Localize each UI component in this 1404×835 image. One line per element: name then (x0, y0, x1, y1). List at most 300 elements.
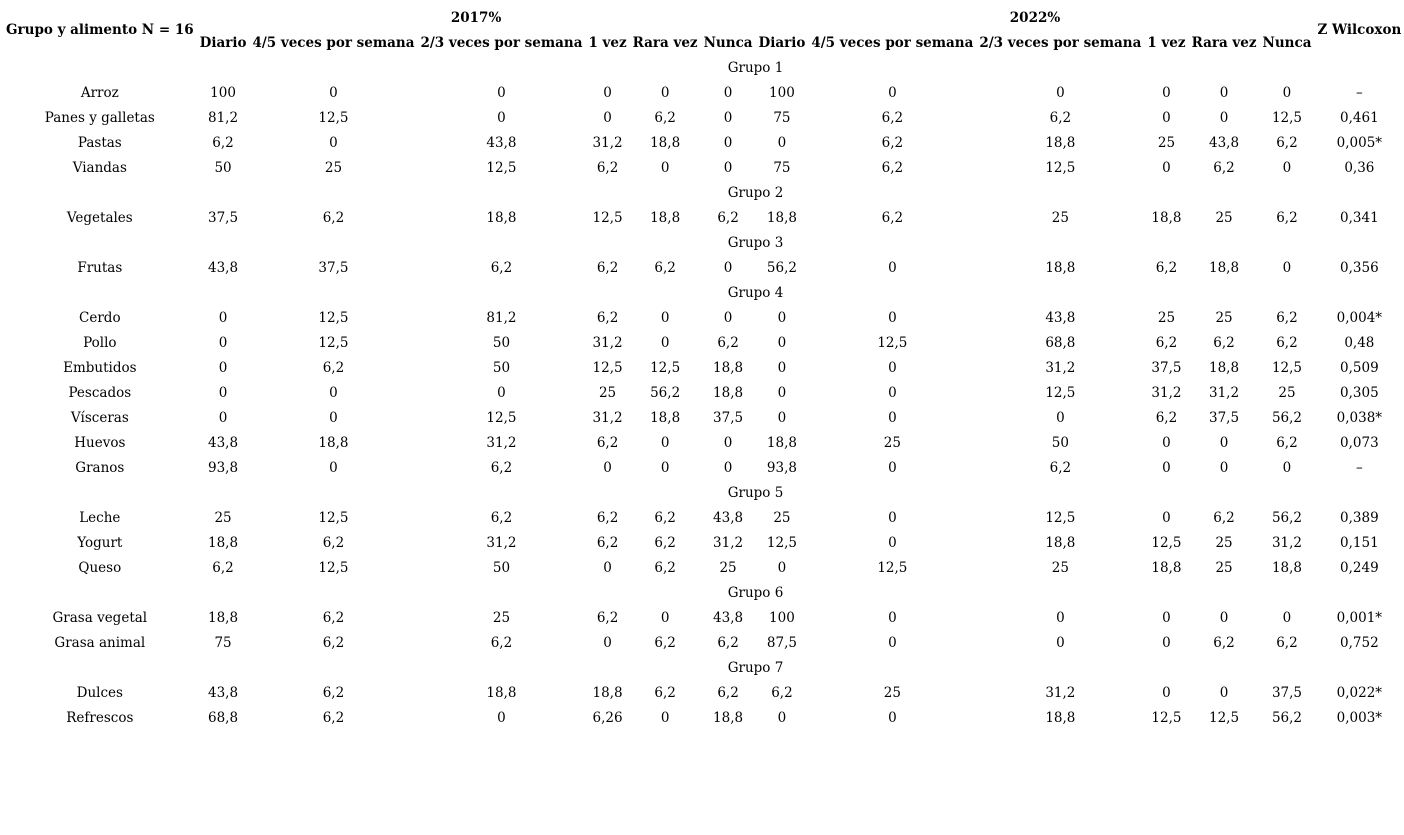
table-cell: 0 (329, 134, 338, 151)
z-wilcoxon-cell: 0,003* (1336, 709, 1383, 726)
table-cell: 56,2 (1271, 709, 1302, 726)
table-cell: 6,2 (654, 259, 676, 276)
table-cell: 12,5 (318, 509, 349, 526)
group-row (3, 480, 1404, 505)
z-wilcoxon-cell: 0,48 (1344, 334, 1375, 351)
table-cell: 25 (883, 684, 901, 701)
group-row-spacer (3, 280, 197, 305)
table-cell: 12,5 (1151, 534, 1182, 551)
table-cell: 12,5 (592, 209, 623, 226)
table-cell: 37,5 (1151, 359, 1182, 376)
header-year-2022: 2022% (1009, 9, 1061, 26)
table-cell: 6,2 (717, 209, 739, 226)
table-cell: 25 (1051, 559, 1069, 576)
table-cell: 0 (888, 84, 897, 101)
table-cell: 31,2 (592, 409, 623, 426)
table-cell: 6,2 (596, 509, 619, 526)
table-cell: 6,2 (1276, 209, 1298, 226)
table-cell: 0 (1162, 109, 1171, 126)
table-row (3, 105, 1404, 130)
table-cell: 18,8 (650, 409, 681, 426)
table-cell: 6,2 (654, 684, 676, 701)
table-cell: 0 (1056, 409, 1065, 426)
table-cell: 0 (1282, 609, 1292, 626)
table-cell: 56,2 (1271, 409, 1302, 426)
group-row-spacer (1314, 55, 1404, 80)
food-name: Leche (79, 509, 121, 526)
table-cell: 25 (1157, 309, 1176, 326)
table-cell: 0 (218, 384, 228, 401)
table-row (3, 705, 1404, 730)
table-cell: 6,2 (596, 309, 619, 326)
table-cell: 6,2 (771, 684, 793, 701)
table-cell: 18,8 (486, 684, 517, 701)
table-cell: 0 (777, 359, 787, 376)
table-cell: 18,8 (592, 684, 623, 701)
z-wilcoxon-cell: 0,151 (1340, 534, 1379, 551)
table-cell: 0 (603, 109, 612, 126)
table-cell: 12,5 (1271, 359, 1302, 376)
table-row (3, 355, 1404, 380)
table-cell: 18,8 (486, 209, 517, 226)
table-cell: 18,8 (1045, 134, 1076, 151)
table-cell: 25 (883, 434, 901, 451)
table-row (3, 330, 1404, 355)
table-cell: 6,2 (490, 509, 513, 526)
table-cell: 0 (777, 559, 787, 576)
table-cell: 0 (888, 384, 897, 401)
table-cell: 0 (497, 84, 506, 101)
table-cell: 6,2 (1155, 409, 1178, 426)
table-cell: 93,8 (208, 459, 239, 476)
table-cell: 31,2 (592, 134, 623, 151)
table-row (3, 555, 1404, 580)
table-cell: 6,2 (490, 459, 513, 476)
table-cell: 100 (210, 84, 236, 101)
table-cell: 25 (324, 159, 343, 176)
food-name: Pescados (68, 384, 132, 401)
table-cell: 37,5 (1209, 409, 1240, 426)
table-cell: 18,8 (766, 209, 797, 226)
table-cell: 18,8 (713, 384, 744, 401)
table-cell: 18,8 (1209, 359, 1240, 376)
table-cell: 25 (1215, 309, 1233, 326)
food-name: Grasa vegetal (52, 609, 148, 626)
group-row (3, 230, 1404, 255)
table-cell: 81,2 (208, 109, 239, 126)
table-cell: 0 (888, 634, 897, 651)
table-cell: 50 (492, 359, 511, 376)
table-cell: 6,2 (881, 159, 904, 176)
table-cell: 0 (777, 384, 787, 401)
table-cell: 18,8 (1209, 259, 1240, 276)
table-cell: 56,2 (1271, 509, 1302, 526)
group-row-spacer (3, 480, 197, 505)
header-2022-1-vez: 1 vez (1147, 34, 1186, 51)
table-cell: 0 (660, 84, 670, 101)
table-cell: 0 (888, 459, 897, 476)
table-cell: 0 (888, 709, 897, 726)
table-cell: 6,2 (1276, 634, 1298, 651)
table-row (3, 455, 1404, 480)
food-name: Frutas (77, 259, 123, 276)
table-cell: 31,2 (1045, 359, 1076, 376)
group-row-spacer (1314, 230, 1404, 255)
header-year-2017: 2017% (450, 9, 502, 26)
table-cell: 6,2 (596, 259, 619, 276)
table-cell: 100 (769, 609, 795, 626)
table-cell: 0 (218, 334, 228, 351)
table-cell: 6,2 (322, 209, 345, 226)
table-cell: 0 (723, 459, 733, 476)
group-label: Grupo 5 (727, 484, 784, 501)
table-cell: 18,8 (1045, 534, 1076, 551)
food-name: Arroz (80, 84, 119, 101)
table-cell: 75 (214, 634, 232, 651)
table-cell: 6,2 (1049, 459, 1072, 476)
header-group-food: Grupo y alimento N = 16 (6, 22, 194, 38)
table-cell: 0 (723, 309, 733, 326)
table-cell: 25 (492, 609, 511, 626)
table-cell: 6,2 (1155, 334, 1178, 351)
table-cell: 12,5 (1045, 509, 1076, 526)
table-cell: 0 (777, 134, 787, 151)
table-cell: 0 (1219, 84, 1229, 101)
table-cell: 12,5 (592, 359, 623, 376)
group-row (3, 655, 1404, 680)
table-cell: 12,5 (1209, 709, 1240, 726)
table-cell: 18,8 (1151, 209, 1182, 226)
table-row (3, 305, 1404, 330)
header-2017-4-5-veces: 4/5 veces por semana (252, 34, 415, 51)
table-cell: 12,5 (877, 334, 908, 351)
z-wilcoxon-cell: 0,389 (1340, 509, 1379, 526)
table-cell: 25 (719, 559, 737, 576)
table-header (3, 5, 1404, 55)
table-cell: 37,5 (208, 209, 239, 226)
group-row-spacer (1314, 580, 1404, 605)
food-name: Vísceras (70, 409, 129, 426)
table-cell: 50 (214, 159, 232, 176)
table-cell: 6,2 (654, 534, 676, 551)
food-name: Queso (78, 559, 122, 576)
table-cell: 12,5 (766, 534, 797, 551)
table-cell: 43,8 (208, 434, 239, 451)
table-cell: 0 (603, 84, 612, 101)
table-cell: 0 (1056, 84, 1065, 101)
table-cell: 6,2 (654, 634, 676, 651)
header-z-wilcoxon: Z Wilcoxon (1317, 22, 1402, 38)
z-wilcoxon-cell: 0,073 (1340, 434, 1379, 451)
table-cell: 12,5 (877, 559, 908, 576)
table-cell: 31,2 (1045, 684, 1076, 701)
group-row (3, 280, 1404, 305)
table-cell: 6,2 (322, 609, 345, 626)
table-cell: 31,2 (486, 434, 517, 451)
table-cell: 0 (1162, 609, 1171, 626)
table-cell: 6,2 (322, 359, 345, 376)
table-cell: 6,2 (881, 109, 904, 126)
z-wilcoxon-cell: – (1355, 459, 1363, 476)
table-cell: 6,2 (717, 684, 739, 701)
table-cell: 18,8 (1271, 559, 1302, 576)
table-cell: 50 (1051, 434, 1069, 451)
table-cell: 0 (888, 359, 897, 376)
table-cell: 0 (497, 709, 506, 726)
table-cell: 0 (218, 409, 228, 426)
table-cell: 18,8 (208, 534, 239, 551)
table-body (3, 55, 1404, 730)
table-cell: 12,5 (650, 359, 681, 376)
group-row-spacer (3, 180, 197, 205)
table-cell: 81,2 (486, 309, 517, 326)
table-cell: 0 (218, 359, 228, 376)
header-row-columns (3, 30, 1404, 55)
table-cell: 75 (773, 109, 791, 126)
group-label: Grupo 6 (727, 584, 784, 601)
header-2017-rara-vez: Rara vez (632, 34, 698, 51)
table-cell: 25 (214, 509, 232, 526)
table-cell: 12,5 (1045, 159, 1076, 176)
table-cell: 0 (1219, 459, 1229, 476)
header-2017-nunca: Nunca (703, 34, 753, 51)
table-cell: 31,2 (592, 334, 623, 351)
z-wilcoxon-cell: 0,249 (1340, 559, 1379, 576)
z-wilcoxon-cell: 0,36 (1344, 159, 1375, 176)
table-cell: 6,2 (1049, 109, 1072, 126)
food-name: Granos (75, 459, 125, 476)
table-cell: 18,8 (766, 434, 797, 451)
food-name: Cerdo (79, 309, 121, 326)
table-cell: 43,8 (713, 609, 744, 626)
group-row-spacer (3, 580, 197, 605)
z-wilcoxon-cell: 0,752 (1340, 634, 1379, 651)
group-label: Grupo 7 (727, 659, 784, 676)
table-cell: 6,2 (490, 634, 513, 651)
header-2017-2-3-veces: 2/3 veces por semana (420, 34, 583, 51)
table-cell: 18,8 (1045, 259, 1076, 276)
table-cell: 12,5 (486, 409, 517, 426)
table-cell: 0 (1162, 634, 1171, 651)
table-cell: 6,2 (596, 434, 619, 451)
food-name: Huevos (74, 434, 126, 451)
food-name: Vegetales (66, 209, 133, 226)
z-wilcoxon-cell: 0,005* (1336, 134, 1383, 151)
z-wilcoxon-cell: 0,022* (1336, 684, 1383, 701)
table-cell: 0 (723, 259, 733, 276)
table-cell: 0 (1162, 434, 1171, 451)
table-row (3, 255, 1404, 280)
table-row (3, 530, 1404, 555)
group-row-spacer (1314, 655, 1404, 680)
table-cell: 0 (1162, 684, 1171, 701)
table-cell: 6,2 (490, 259, 513, 276)
header-2022-diario: Diario (758, 34, 806, 51)
group-row-spacer (1314, 180, 1404, 205)
group-row-spacer (1314, 280, 1404, 305)
table-cell: 31,2 (713, 534, 744, 551)
table-cell: 0 (1219, 684, 1229, 701)
group-row (3, 55, 1404, 80)
table-cell: 43,8 (208, 259, 239, 276)
table-cell: 6,2 (654, 559, 676, 576)
table-cell: 6,2 (596, 609, 619, 626)
table-cell: 0 (777, 334, 787, 351)
z-wilcoxon-cell: 0,461 (1340, 109, 1379, 126)
z-wilcoxon-cell: 0,305 (1340, 384, 1379, 401)
table-cell: 0 (1282, 84, 1292, 101)
header-2022-rara-vez: Rara vez (1191, 34, 1257, 51)
table-cell: 56,2 (650, 384, 681, 401)
food-name: Embutidos (63, 359, 137, 376)
table-cell: 0 (1162, 509, 1171, 526)
table-cell: 25 (1215, 559, 1233, 576)
group-row-spacer (3, 655, 197, 680)
header-2022-2-3-veces: 2/3 veces por semana (979, 34, 1142, 51)
table-cell: 37,5 (1271, 684, 1302, 701)
table-cell: 6,2 (881, 134, 904, 151)
table-cell: 25 (1215, 209, 1233, 226)
table-cell: 6,2 (654, 509, 676, 526)
table-row (3, 430, 1404, 455)
table-cell: 18,8 (1045, 709, 1076, 726)
table-cell: 56,2 (766, 259, 797, 276)
table-cell: 0 (888, 409, 897, 426)
table-cell: 0 (777, 409, 787, 426)
table-cell: 12,5 (1045, 384, 1076, 401)
table-cell: 6,2 (322, 534, 345, 551)
table-cell: 6,2 (881, 209, 904, 226)
z-wilcoxon-cell: 0,356 (1340, 259, 1379, 276)
table-cell: 18,8 (650, 134, 681, 151)
table-cell: 6,2 (1213, 509, 1235, 526)
table-cell: 0 (1056, 609, 1065, 626)
table-cell: 25 (773, 509, 791, 526)
z-wilcoxon-cell: 0,038* (1336, 409, 1383, 426)
table-cell: 43,8 (208, 684, 239, 701)
table-cell: 0 (888, 259, 897, 276)
table-cell: 43,8 (486, 134, 517, 151)
table-cell: 0 (603, 459, 612, 476)
table-cell: 0 (218, 309, 228, 326)
table-cell: 6,2 (1276, 434, 1298, 451)
table-cell: 0 (329, 459, 338, 476)
table-row (3, 680, 1404, 705)
table-cell: 0 (329, 84, 338, 101)
table-cell: 6,2 (654, 109, 676, 126)
table-cell: 0 (888, 609, 897, 626)
group-row (3, 180, 1404, 205)
table-cell: 0 (723, 434, 733, 451)
table-cell: 25 (1215, 534, 1233, 551)
table-cell: 68,8 (208, 709, 239, 726)
group-label: Grupo 4 (727, 284, 784, 301)
table-cell: 93,8 (766, 459, 797, 476)
table-cell: 0 (1056, 634, 1065, 651)
table-cell: 12,5 (318, 559, 349, 576)
table-cell: 0 (660, 334, 670, 351)
group-label: Grupo 3 (727, 234, 784, 251)
food-name: Pollo (83, 334, 117, 351)
table-cell: 0 (660, 609, 670, 626)
table-cell: 37,5 (318, 259, 349, 276)
group-row-spacer (3, 230, 197, 255)
table-cell: 0 (888, 509, 897, 526)
table-cell: 18,8 (1151, 559, 1182, 576)
table-cell: 0 (603, 559, 612, 576)
table-cell: 18,8 (713, 709, 744, 726)
table-cell: 0 (723, 134, 733, 151)
z-wilcoxon-cell: 0,509 (1340, 359, 1379, 376)
table-cell: 12,5 (1271, 109, 1302, 126)
table-cell: 0 (329, 384, 338, 401)
table-cell: 0 (660, 709, 670, 726)
food-name: Viandas (72, 159, 127, 176)
table-cell: 6,2 (322, 709, 345, 726)
z-wilcoxon-cell: 0,341 (1340, 209, 1379, 226)
table-cell: 0 (660, 159, 670, 176)
table-cell: 25 (598, 384, 617, 401)
group-row-spacer (3, 55, 197, 80)
z-wilcoxon-cell: 0,004* (1336, 309, 1383, 326)
table-cell: 0 (723, 159, 733, 176)
table-cell: 6,2 (1213, 634, 1235, 651)
table-row (3, 505, 1404, 530)
table-cell: 0 (1282, 459, 1292, 476)
table-cell: 0 (1162, 84, 1171, 101)
table-cell: 50 (492, 334, 511, 351)
table-cell: 0 (888, 534, 897, 551)
table-cell: 0 (777, 709, 787, 726)
table-cell: 6,2 (1213, 334, 1235, 351)
table-row (3, 630, 1404, 655)
table-row (3, 130, 1404, 155)
table-cell: 6,26 (592, 709, 623, 726)
table-cell: 6,2 (1276, 309, 1298, 326)
table-cell: 31,2 (486, 534, 517, 551)
table-cell: 31,2 (1151, 384, 1182, 401)
food-name: Pastas (77, 134, 122, 151)
food-name: Dulces (76, 684, 123, 701)
table-row (3, 205, 1404, 230)
table-cell: 12,5 (318, 109, 349, 126)
table-cell: 0 (497, 384, 506, 401)
table-cell: 0 (1282, 159, 1292, 176)
food-name: Panes y galletas (44, 109, 155, 126)
table-cell: 0 (1162, 459, 1171, 476)
table-cell: 6,2 (1276, 134, 1298, 151)
table-row (3, 80, 1404, 105)
table-cell: 43,8 (1045, 309, 1076, 326)
table-cell: 100 (769, 84, 795, 101)
z-wilcoxon-cell: 0,001* (1336, 609, 1383, 626)
table-cell: 68,8 (1045, 334, 1076, 351)
table-row (3, 405, 1404, 430)
table-cell: 6,2 (596, 534, 619, 551)
table-cell: 12,5 (318, 309, 349, 326)
table-cell: 18,8 (208, 609, 239, 626)
table-cell: 0 (1219, 109, 1229, 126)
table-cell: 0 (660, 459, 670, 476)
table-cell: 18,8 (650, 209, 681, 226)
table-cell: 43,8 (1209, 134, 1240, 151)
table-cell: 0 (1162, 159, 1171, 176)
table-cell: 31,2 (1209, 384, 1240, 401)
food-name: Refrescos (66, 709, 134, 726)
food-name: Yogurt (77, 534, 123, 551)
table-cell: 50 (492, 559, 511, 576)
group-label: Grupo 2 (727, 184, 784, 201)
